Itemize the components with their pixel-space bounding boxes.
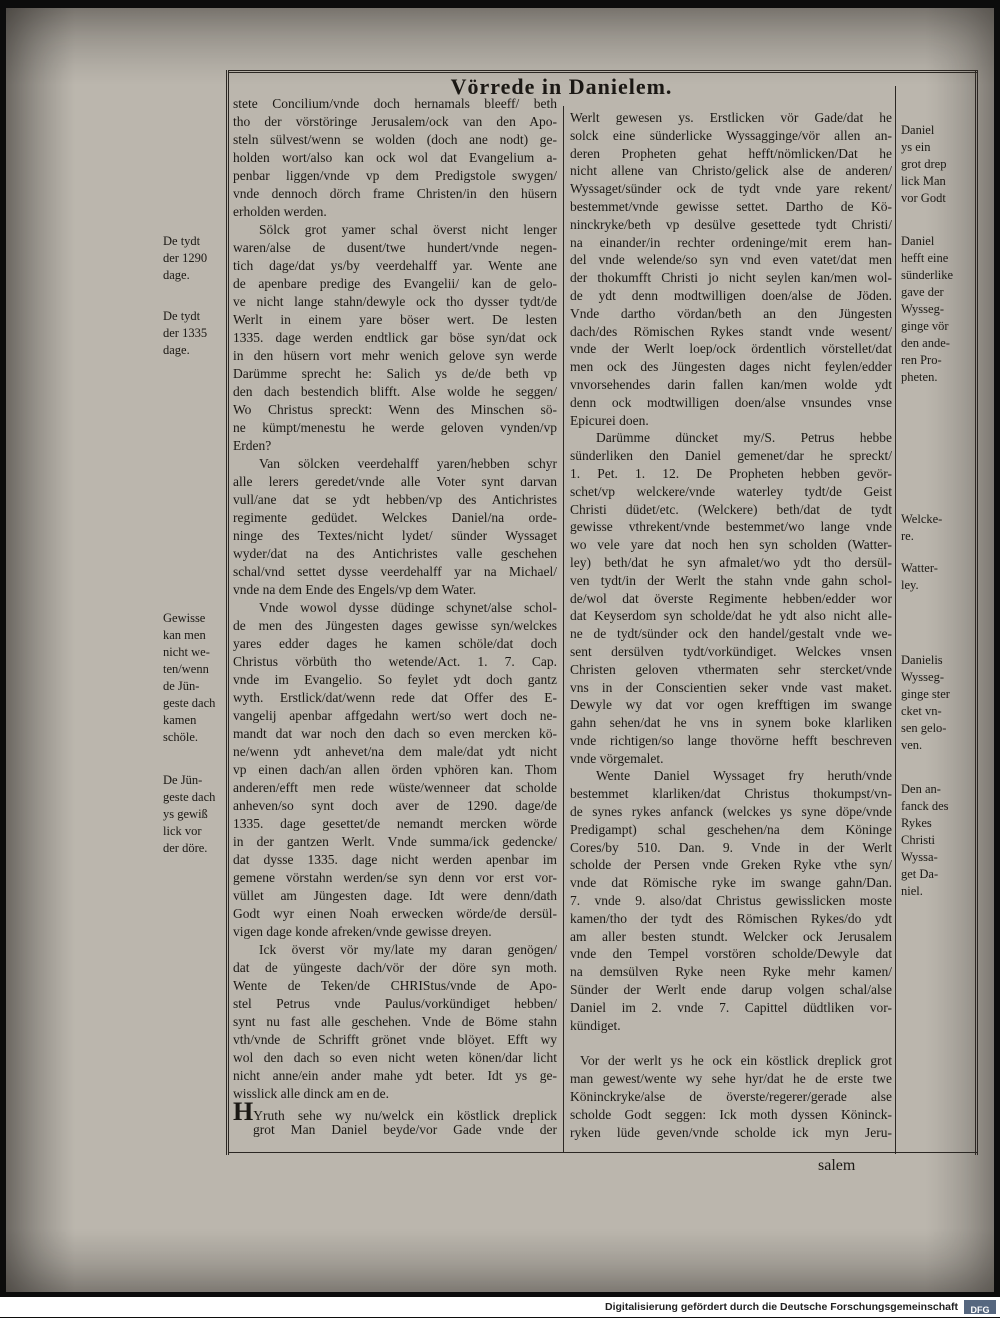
margin-note-line: der 1335 [163, 326, 208, 340]
text-line: Christi düdet/etc. (Welckere) beth/dat de tydt [570, 501, 892, 517]
catchword: salem [818, 1157, 856, 1174]
margin-note-line: der döre. [163, 841, 208, 855]
text-line: nicht allene van Christo/gelick alse de anderen/ [570, 163, 892, 179]
text-line: Epicurei doen. [570, 412, 649, 428]
margin-note-line: ten/wenn [163, 662, 209, 676]
margin-note-line: der 1290 [163, 251, 208, 265]
text-line: yares edder dages he kamen schöle/dat doch [233, 636, 557, 651]
margin-note-line: pheten. [901, 370, 938, 384]
funding-credit: Digitalisierung gefördert durch die Deutsche Forschungsgemeinschaft [605, 1301, 958, 1313]
text-line: Wente Daniel Wyssaget fry heruth/vnde [596, 768, 892, 784]
margin-note-line: geste dach [163, 696, 216, 710]
text-line: ne/wenn ydt anhevet/na dem male/dat ydt nicht [233, 744, 557, 759]
text-line: schet/vp welckere/vnde waterley tydt/de Geist [570, 483, 892, 499]
margin-note-line: De tydt [163, 309, 201, 323]
text-line: in den hüsern vort mehr wenich gelove syn werde [233, 348, 557, 363]
text-line: vth/vnde de Schrifft grönet vnde blöyet. Efft wy [233, 1032, 557, 1047]
margin-note-line: ginge vör [901, 319, 949, 333]
margin-note-line: De Jün- [163, 773, 203, 787]
text-line: vangelij apenbar affgedahn wert/so wert doch ne- [233, 708, 557, 723]
text-line: bestemmet klarliken/dat Christus thokumpst/vn- [570, 786, 892, 802]
margin-note-line: kamen [163, 713, 197, 727]
margin-note-line: ley. [901, 578, 919, 592]
margin-note-line: ys gewiß [163, 807, 208, 821]
text-line: mandt dat war noch den dach so even mercken kö- [233, 726, 557, 741]
text-line: anheven/so synt doch aver de 1290. dage/de [233, 798, 557, 813]
margin-note-line: Wysseg- [901, 302, 944, 316]
margin-note-line: den ande- [901, 336, 950, 350]
text-line: gemene vörstahn werden/se syn denn vor erst vor- [233, 870, 557, 885]
margin-note-line: lick Man [901, 174, 946, 188]
margin-note-line: Rykes [901, 816, 932, 830]
margin-note-line: geste dach [163, 790, 216, 804]
text-line: Christen geloven vthermaten sehr stercket/vnde [570, 661, 892, 677]
text-line: 1335. dage werden endtlick gar böse syn/dat ock [233, 330, 557, 345]
text-line: Vnde wowol dysse düdinge schynet/alse schol- [259, 600, 557, 615]
text-line: Predigampt) schal geschehen/na dem Köninge [570, 821, 892, 837]
text-line: wyth. Erstlick/dat/wenn rede dat Offer des E- [233, 690, 557, 705]
text-line: wyder/dat na des Antichristes valle geschehen [233, 546, 557, 561]
text-line: Sünder der Werlt ende darup volgen schal/alse [570, 982, 892, 998]
text-line: de synes rykes anfanck (welckes ys syne döpe/vnde [570, 804, 892, 820]
text-line: dat de yüngeste dach/vör der döre syn moth. [233, 960, 557, 975]
text-line: vnde dat Römische ryke im swange gahn/Dan. [570, 875, 892, 891]
text-line: gahn sehen/dat he vns in synem boke klarliken [570, 715, 892, 731]
text-line: am aller besten stundt. Welcker ock Jerusalem [570, 928, 892, 944]
text-line: stete Concilium/vnde doch hernamals bleeff/ beth [233, 96, 557, 111]
text-line: tho der vörstöringe Jerusalem/ock van den Apo- [233, 114, 557, 129]
text-line: waren/alse de dusent/twe hundert/vnde negen- [233, 240, 557, 255]
right-text-column [570, 109, 892, 1141]
text-line: grot Man Daniel beyde/vor Gade vnde der [253, 1122, 557, 1137]
left-margin-note [163, 233, 227, 284]
text-line: ninge des Textes/nicht lydet/ sünder Wyssaget [233, 528, 557, 543]
margin-note-line: Watter- [901, 561, 938, 575]
dfg-logo [964, 1300, 996, 1314]
text-line: de/wol dat överste Regimente hebben/edder wor [570, 590, 892, 606]
margin-note-line: niel. [901, 884, 923, 898]
text-line: Ick överst vör my/late my daran genögen/ [259, 942, 557, 957]
right-margin-note [901, 781, 975, 900]
text-line: schal/vnd settet dysse veerdehalff yar na Michael/ [233, 564, 557, 579]
text-line: Wente de Teken/de CHRIStus/vnde de Apo- [233, 978, 557, 993]
text-line: Daniel im 2. vnde 7. Capittel düdtliken vor- [570, 999, 892, 1015]
text-line: ven tydt/in der Werlt the stahn vnde gahn schol- [570, 572, 892, 588]
text-line: vnde im Evangelio. So feylet ydt doch gantz [233, 672, 557, 687]
text-line: men ock des Jüngesten dages nicht feylen/edder [570, 359, 892, 375]
digitization-footer [0, 1297, 1000, 1317]
text-line: vull/ane dat se ydt hebben/vp des Antichristes [233, 492, 557, 507]
margin-note-line: dage. [163, 268, 190, 282]
margin-note-line: kan men [163, 628, 206, 642]
text-line: kündiget. [570, 1017, 621, 1033]
margin-note-line: vor Godt [901, 191, 946, 205]
text-line: man gewest/wente wy sehe hyr/dat he de erste twe [570, 1071, 892, 1087]
text-line: tich dage/dat ys/by veerdehalff yar. Wente ane [233, 258, 557, 273]
text-line: vnde richtigen/so lange thovörne hefft beschreven [570, 732, 892, 748]
text-line: erholden werden. [233, 204, 327, 219]
text-line: deren Propheten gehat hefft/nömlicken/Dat he [570, 145, 892, 161]
left-text-column [233, 95, 557, 1139]
margin-note-line: Den an- [901, 782, 941, 796]
margin-note-line: nicht we- [163, 645, 210, 659]
frame-bottom-rule [228, 1152, 978, 1153]
text-line: nicht anne/ein ander mahe ydt beter. Idt ys ge- [233, 1068, 557, 1083]
right-margin-note [901, 560, 975, 594]
text-line: Sölck grot yamer schal överst nicht lenger [259, 222, 557, 237]
margin-note-line: Danielis [901, 653, 943, 667]
text-line: sünderliken den Daniel gemenet/dar he spreckt/ [570, 448, 892, 464]
text-line: Werlt in einem yare böser wert. De lesten [233, 312, 557, 327]
margin-note-line: Daniel [901, 123, 935, 137]
left-margin-note [163, 610, 227, 746]
text-line: 7. vnde 9. also/dat Christus gewisslicken moste [570, 893, 892, 909]
margin-note-line: sünderlike [901, 268, 954, 282]
margin-note-line: Wyssa- [901, 850, 938, 864]
right-margin-note [901, 511, 975, 545]
column-divider-rule [563, 106, 564, 1152]
text-line: de ydt denn modtwilligen doen/alse de Jöden. [570, 287, 892, 303]
text-line: 1335. dage gesettet/de nemandt mercken wörde [233, 816, 557, 831]
text-line: den dach bestendich blifft. Alse wolde he seggen/ [233, 384, 557, 399]
text-line: wol den dach so even nicht weten könen/dar licht [233, 1050, 557, 1065]
margin-note-line: Wysseg- [901, 670, 944, 684]
text-line: dat Keyserdom syn scholde/dat he ydt also nicht alle- [570, 608, 892, 624]
text-line: Vor der werlt ys he ock ein köstlick dreplick grot [580, 1053, 892, 1069]
margin-note-line: ven. [901, 738, 923, 752]
dfg-logo-text: DFG [970, 1305, 990, 1315]
text-line: der thokumfft Christi jo nicht seylen kan/men wol- [570, 270, 892, 286]
text-line: del vnde welende/so syn vnd even vatet/dat men [570, 252, 892, 268]
margin-note-line: Daniel [901, 234, 935, 248]
text-line: alle lerers geredet/vnde alle Voter synt darvan [233, 474, 557, 489]
margin-note-line: grot drep [901, 157, 947, 171]
margin-note-line: ys ein [901, 140, 931, 154]
margin-note-line: dage. [163, 343, 190, 357]
text-line: HYruth sehe wy nu/welck ein köstlick dreplick [233, 1097, 557, 1126]
margin-note-line: hefft eine [901, 251, 949, 265]
text-line: scholde Godt seggen: Ick moth dyssen Köninck- [570, 1106, 892, 1122]
text-line: Werlt gewesen ys. Erstlicken vör Gade/dat he [570, 110, 892, 125]
margin-note-line: Christi [901, 833, 936, 847]
text-line: vnvorsehendes darin fallen kan/men wolde ydt [570, 376, 892, 392]
right-margin-note [901, 652, 975, 754]
margin-note-line: schöle. [163, 730, 199, 744]
text-line: vnde den Tempel vorstören scholde/Dewyle dat [570, 946, 892, 962]
text-line: ne kümpt/menestu he werde geloven vynden/vp [233, 420, 557, 435]
text-line: denn ock modtwilligen doen/alse vnsundes vnse [570, 394, 892, 410]
margin-note-line: de Jün- [163, 679, 200, 693]
text-line: vigen dage konde afreken/vnde gewisse dreyen. [233, 924, 492, 939]
text-line: Cores/by 510. Dan. 9. Vnde in der Werlt [570, 839, 892, 855]
text-line: regimente gedüdet. Welckes Daniel/na orde- [233, 510, 557, 525]
running-head: Vörrede in Danielem. [450, 74, 673, 99]
text-line: vnde na dem Ende des Engels/vp dem Water. [233, 582, 477, 597]
margin-note-line: De tydt [163, 234, 201, 248]
text-line: vnde dennoch dörch frame Christen/in den hüsern [233, 186, 557, 201]
margin-note-line: get Da- [901, 867, 939, 881]
text-line: ryken lüde geven/vnde scholde ick myn Jeru- [570, 1124, 892, 1140]
text-line: Darümme sprecht he: Salich ys de/de beth vp [233, 366, 557, 381]
text-line: vüllet am Jüngesten dage. Idt were denn/dath [233, 888, 557, 903]
text-line: Erden? [233, 438, 272, 453]
frame-right-rule [975, 70, 978, 1155]
margin-note-line: sen gelo- [901, 721, 947, 735]
text-line: Vnde dartho vördan/beth an den Jüngesten [570, 305, 892, 321]
text-line: Godt wyr einen Noah erwecken wörde/de dersül- [233, 906, 557, 921]
margin-note-line: Welcke- [901, 512, 943, 526]
text-line: Wo Christus spreckt: Wenn des Minschen sö- [233, 402, 557, 417]
text-line: wo vele yare dat noch hen syn scholden (Watter- [570, 537, 892, 553]
right-margin-note [901, 233, 975, 386]
left-margin-note [163, 772, 227, 857]
text-line: scholde der Persen vnde Greken Ryke vthe syn/ [570, 857, 892, 873]
text-line: ve nicht lange stahn/dewyle ock tho dysser tydt/de [233, 294, 557, 309]
text-line: bestemmet/vnde gewisse settet. Dartho de Kö- [570, 198, 892, 214]
text-line: gewisse vthrekent/vnde bestemmet/wo lange vnde [570, 519, 892, 535]
text-line: na einander/in rechter ordeninge/mit erem han- [570, 234, 892, 250]
text-line: 1. Pet. 1. 12. De Propheten hebben gevör- [570, 465, 892, 481]
text-line: Van sölcken veerdehalff yaren/hebben schyr [259, 456, 557, 471]
text-line: kamen/tho der tydt des Römischen Rykes/do ydt [570, 910, 892, 926]
header-rule [228, 70, 978, 73]
text-line: vnde der Werlt loep/ock ördentlich vörstellet/dat [570, 341, 892, 357]
text-line: dat dysse 1335. dage nicht werden apenbar im [233, 852, 557, 867]
text-line: Wyssaget/sünder ock de tydt vnde yare rekent/ [570, 181, 892, 197]
text-line: steln sülvest/wenn se wolden (doch ane nodt) ge- [233, 132, 557, 147]
text-line: de men des Jüngesten dages gewisse syn/welckes [233, 618, 557, 633]
text-line: na demsülven Ryke neen Ryke mehr kamen/ [570, 964, 892, 980]
right-margin-note [901, 122, 975, 207]
text-line: anderen/efft men rede wüste/wenneer dat scholde [233, 780, 557, 795]
text-line: ninckryke/beth vp desülve gesettede tydt Christi/ [570, 216, 892, 232]
left-margin-note [163, 308, 227, 359]
text-line: Darümme düncket my/S. Petrus hebbe [596, 430, 892, 446]
text-line: wisslick alle dinck am en de. [233, 1086, 389, 1101]
text-line: synt nu fast alle geschehen. Vnde de Böme stahn [233, 1014, 557, 1029]
margin-note-line: ginge ster [901, 687, 950, 701]
margin-divider-rule [895, 86, 896, 1154]
text-line: dach/des Römischen Rykes standt vnde wesent/ [570, 323, 892, 339]
margin-note-line: ren Pro- [901, 353, 942, 367]
text-line: solck eine sünderlicke Wyssagginge/vör allen an- [570, 127, 892, 143]
text-line: vp einen dach/an allen örden vphören kan. Thom [233, 762, 557, 777]
text-line: sent dersülven tydt/vorkündiget. Welckes vnsen [570, 643, 892, 659]
margin-note-line: lick vor [163, 824, 202, 838]
margin-note-line: gave der [901, 285, 944, 299]
text-line: vns in der Conscientien seker vnde vast maket. [570, 679, 892, 695]
text-line: penbar liggen/vnde vp dem Predigstole swygen/ [233, 168, 557, 183]
text-line: Dewyle wy dat vor ogen krefftigen im swange [570, 697, 892, 713]
text-line: holden wort/also kan ock wol dat Evangelium a- [233, 150, 557, 165]
margin-note-line: Gewisse [163, 611, 206, 625]
text-line: Köninckryke/alse de överste/regerer/gerade alse [570, 1089, 892, 1105]
text-line: de apenbare predige des Evangelii/ kan de gelo- [233, 276, 557, 291]
margin-note-line: cket vn- [901, 704, 942, 718]
text-line: ne de tydt/sünder ock den handel/gestalt vnde we- [570, 626, 892, 642]
text-line: Christus vörbüth tho wetende/Act. 1. 7. Cap. [233, 654, 557, 669]
text-line: ley) beth/dat he syn afmalet/wo ydt tho dersül- [570, 554, 892, 570]
text-line: vnde vörgemalet. [570, 750, 664, 766]
text-line: in der gantzen Werlt. Vnde summa/ick gedencke/ [233, 834, 557, 849]
text-line: stel Petrus vnde Paulus/vorkündiget hebben/ [233, 996, 557, 1011]
margin-note-line: re. [901, 529, 914, 543]
margin-note-line: fanck des [901, 799, 949, 813]
